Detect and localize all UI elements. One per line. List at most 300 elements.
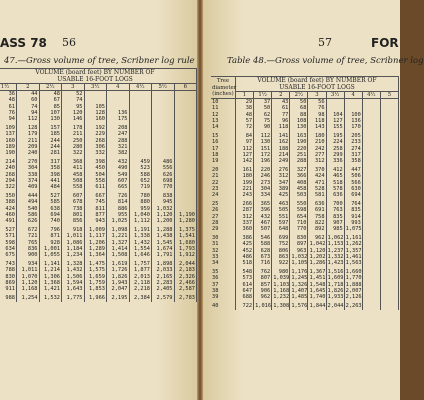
table-cell: 160 bbox=[0, 138, 17, 144]
table-cell bbox=[380, 164, 398, 173]
table-cell: 1,206 bbox=[84, 240, 107, 246]
table-cell: 780 bbox=[129, 190, 152, 199]
table-cell bbox=[362, 266, 380, 275]
table-cell: 648 bbox=[272, 226, 290, 232]
table-cell: 347 bbox=[272, 180, 290, 186]
table-cell: 907 bbox=[326, 220, 344, 226]
table-cell: 249 bbox=[272, 158, 290, 164]
table-cell: 97 bbox=[236, 139, 254, 145]
table-cell: 2,326 bbox=[174, 274, 197, 280]
table-cell: 1,421 bbox=[39, 286, 62, 292]
table-cell: 270 bbox=[17, 156, 40, 165]
table-cell: 1,563 bbox=[345, 260, 362, 267]
table-cell: 691 bbox=[308, 207, 326, 213]
table-cell: 108 bbox=[290, 118, 308, 124]
table-cell: 722 bbox=[236, 300, 254, 309]
table-cell: 1,475 bbox=[84, 258, 107, 267]
table-cell: 130 bbox=[39, 116, 62, 122]
table-cell: 398 bbox=[39, 172, 62, 178]
table-cell: 2,044 bbox=[174, 258, 197, 267]
column-header: 1½ bbox=[254, 92, 272, 99]
table-cell bbox=[129, 122, 152, 131]
table-row bbox=[0, 206, 197, 212]
table-cell: 336 bbox=[326, 158, 344, 164]
table-cell: 1,214 bbox=[39, 267, 62, 273]
table-cell: 460 bbox=[0, 212, 17, 218]
table-cell: 28 bbox=[211, 220, 236, 226]
table-cell: 36 bbox=[211, 275, 236, 281]
table-cell bbox=[362, 300, 380, 309]
table-cell: 107 bbox=[39, 110, 62, 116]
table-cell: 48 bbox=[0, 97, 17, 103]
table-cell: 467 bbox=[254, 220, 272, 226]
table-row bbox=[0, 267, 197, 273]
table-cell bbox=[362, 130, 380, 139]
table-cell: 699 bbox=[272, 232, 290, 241]
table-cell: 327 bbox=[290, 164, 308, 173]
table-cell: 611 bbox=[84, 184, 107, 190]
table-cell: 30 bbox=[211, 232, 236, 241]
table-cell: 1,254 bbox=[17, 292, 40, 301]
table-cell: 39 bbox=[211, 294, 236, 300]
table-cell: 962 bbox=[254, 294, 272, 300]
table-row bbox=[0, 240, 197, 246]
table-cell: 188 bbox=[272, 146, 290, 152]
table-row bbox=[0, 233, 197, 239]
table-cell: 678 bbox=[62, 199, 85, 205]
right-volume-table bbox=[211, 76, 399, 310]
table-cell: 221 bbox=[236, 186, 254, 192]
left-page-number: 56 bbox=[62, 36, 76, 49]
table-cell: 1,485 bbox=[291, 294, 308, 301]
table-cell: 62 bbox=[254, 112, 272, 118]
table-cell: 1,646 bbox=[129, 252, 152, 258]
table-cell: 1,575 bbox=[84, 267, 107, 273]
table-cell: 993 bbox=[344, 220, 362, 226]
table-cell: 365 bbox=[254, 198, 272, 207]
table-cell: 24 bbox=[211, 192, 236, 198]
table-cell: 447 bbox=[344, 164, 362, 173]
table-cell: 277 bbox=[308, 152, 326, 158]
table-cell bbox=[326, 99, 344, 106]
table-cell: 172 bbox=[254, 152, 272, 158]
table-cell: 95 bbox=[62, 104, 85, 110]
table-cell: 838 bbox=[152, 190, 175, 199]
table-cell: 118 bbox=[272, 124, 290, 130]
table-cell: 34 bbox=[211, 260, 236, 266]
table-cell: 1,306 bbox=[39, 274, 62, 280]
table-cell: 1,609 bbox=[327, 275, 344, 282]
table-cell: 1,532 bbox=[39, 292, 62, 301]
table-cell: 1,191 bbox=[129, 224, 152, 233]
table-cell: 382 bbox=[107, 150, 130, 156]
table-cell: 1,190 bbox=[174, 212, 197, 218]
table-cell: 491 bbox=[0, 218, 17, 224]
table-cell: 2,218 bbox=[129, 286, 152, 292]
table-cell: 1,844 bbox=[308, 300, 326, 309]
table-cell: 758 bbox=[308, 214, 326, 220]
table-cell: 287 bbox=[236, 207, 254, 213]
table-cell: 424 bbox=[308, 173, 326, 179]
table-cell: 1,184 bbox=[62, 246, 85, 252]
table-cell: 35 bbox=[211, 266, 236, 275]
table-cell: 486 bbox=[152, 156, 175, 165]
table-cell bbox=[362, 232, 380, 241]
table-row bbox=[0, 224, 197, 233]
table-cell: 1,105 bbox=[291, 260, 308, 267]
table-cell: 549 bbox=[107, 172, 130, 178]
table-cell: 556 bbox=[152, 165, 175, 171]
table-cell: 770 bbox=[152, 184, 175, 190]
table-cell: 16 bbox=[211, 139, 236, 145]
table-row bbox=[0, 218, 197, 224]
table-cell: 246 bbox=[254, 173, 272, 179]
table-cell: 368 bbox=[62, 156, 85, 165]
table-cell bbox=[84, 91, 107, 98]
table-cell: 43 bbox=[272, 99, 290, 106]
table-cell: 130 bbox=[290, 124, 308, 130]
table-cell: 1,674 bbox=[152, 246, 175, 252]
table-cell: 801 bbox=[62, 212, 85, 218]
table-cell: 13 bbox=[211, 118, 236, 124]
table-cell: 112 bbox=[236, 146, 254, 152]
table-cell: 332 bbox=[84, 150, 107, 156]
table-cell: 1,326 bbox=[291, 281, 308, 288]
table-cell: 1,432 bbox=[62, 267, 85, 273]
table-row bbox=[0, 252, 197, 258]
table-row bbox=[0, 184, 197, 190]
table-cell: 432 bbox=[107, 156, 130, 165]
table-cell: 1,791 bbox=[152, 252, 175, 258]
table-cell: 654 bbox=[290, 214, 308, 220]
table-cell: 719 bbox=[129, 184, 152, 190]
table-cell: 673 bbox=[254, 254, 272, 260]
table-cell: 1,308 bbox=[272, 300, 290, 309]
table-cell: 1,793 bbox=[174, 246, 197, 252]
table-cell: 1,775 bbox=[62, 292, 85, 301]
table-cell: 1,141 bbox=[39, 258, 62, 267]
table-cell: 127 bbox=[326, 118, 344, 124]
table-cell: 2,466 bbox=[174, 280, 197, 286]
table-cell: 504 bbox=[84, 172, 107, 178]
table-cell: 60 bbox=[17, 97, 40, 103]
table-cell: 48 bbox=[39, 91, 62, 98]
table-cell: 886 bbox=[107, 206, 130, 212]
table-cell: 2,783 bbox=[174, 292, 197, 301]
table-cell: 675 bbox=[0, 252, 17, 258]
table-cell: 199 bbox=[236, 180, 254, 186]
table-row bbox=[0, 190, 197, 199]
table-cell: 2,579 bbox=[152, 292, 175, 301]
table-cell: 1,407 bbox=[291, 287, 308, 294]
table-cell: 811 bbox=[84, 206, 107, 212]
table-cell bbox=[152, 122, 175, 131]
table-cell: 15 bbox=[211, 130, 236, 139]
table-cell: 322 bbox=[62, 150, 85, 156]
table-cell bbox=[152, 91, 175, 98]
table-cell: 626 bbox=[17, 218, 40, 224]
table-cell: 1,025 bbox=[107, 218, 130, 224]
table-cell: 918 bbox=[62, 224, 85, 233]
table-cell: 94 bbox=[0, 116, 17, 122]
table-cell: 585 bbox=[39, 199, 62, 205]
table-cell: 36 bbox=[0, 91, 17, 98]
table-cell: 50 bbox=[254, 105, 272, 111]
table-cell: 465 bbox=[326, 173, 344, 179]
table-cell: 1,645 bbox=[309, 287, 326, 294]
table-cell: 61 bbox=[0, 104, 17, 110]
column-header: 4 bbox=[107, 84, 130, 91]
table-cell: 88 bbox=[290, 112, 308, 118]
table-cell: 312 bbox=[308, 158, 326, 164]
column-header: 3½ bbox=[326, 92, 344, 99]
table-cell: 900 bbox=[17, 252, 40, 258]
table-cell bbox=[174, 190, 197, 199]
table-cell: 763 bbox=[326, 207, 344, 213]
table-cell: 14 bbox=[211, 124, 236, 130]
table-cell: 137 bbox=[0, 131, 17, 137]
table-cell: 1,594 bbox=[62, 280, 85, 286]
table-cell: 636 bbox=[326, 192, 344, 198]
table-cell: 1,423 bbox=[327, 260, 344, 267]
table-row bbox=[211, 232, 399, 241]
table-cell: 897 bbox=[290, 241, 308, 247]
table-cell: 1,221 bbox=[107, 233, 130, 239]
table-cell: 614 bbox=[236, 282, 254, 288]
table-cell: 880 bbox=[129, 199, 152, 205]
column-header: 1 bbox=[236, 92, 254, 99]
table-cell: 928 bbox=[39, 240, 62, 246]
table-cell: 274 bbox=[344, 146, 362, 152]
left-column-headers bbox=[0, 84, 197, 91]
table-cell: 672 bbox=[17, 224, 40, 233]
table-cell: 76 bbox=[308, 105, 326, 111]
table-row bbox=[0, 258, 197, 267]
table-cell: 38 bbox=[211, 288, 236, 294]
table-cell: 12 bbox=[211, 112, 236, 118]
table-row bbox=[211, 164, 399, 173]
table-row bbox=[0, 91, 197, 98]
table-cell bbox=[380, 232, 398, 241]
table-cell: 196 bbox=[254, 158, 272, 164]
table-cell: 26 bbox=[211, 207, 236, 213]
table-cell: 358 bbox=[39, 165, 62, 171]
table-cell: 1,200 bbox=[152, 218, 175, 224]
table-cell: 1,153 bbox=[327, 241, 344, 248]
table-cell: 1,120 bbox=[309, 247, 326, 254]
table-cell: 985 bbox=[326, 226, 344, 232]
table-cell: 61 bbox=[272, 105, 290, 111]
table-cell: 452 bbox=[236, 248, 254, 254]
table-cell: 281 bbox=[39, 150, 62, 156]
table-cell: 304 bbox=[17, 165, 40, 171]
table-cell: 551 bbox=[272, 214, 290, 220]
table-cell: 540 bbox=[17, 206, 40, 212]
table-cell: 74 bbox=[17, 104, 40, 110]
table-cell: 1,288 bbox=[152, 224, 175, 233]
table-cell: 366 bbox=[290, 173, 308, 179]
table-cell: 2,283 bbox=[152, 280, 175, 286]
table-cell: 2,126 bbox=[345, 294, 362, 301]
table-cell: 523 bbox=[129, 165, 152, 171]
table-cell: 408 bbox=[290, 180, 308, 186]
table-cell: 120 bbox=[62, 110, 85, 116]
table-cell: 505 bbox=[272, 207, 290, 213]
table-cell: 1,548 bbox=[309, 281, 326, 288]
table-cell: 192 bbox=[84, 122, 107, 131]
table-cell: 100 bbox=[344, 112, 362, 118]
table-cell: 1,120 bbox=[152, 212, 175, 218]
table-cell: 160 bbox=[84, 116, 107, 122]
table-cell: 1,545 bbox=[152, 240, 175, 246]
table-cell: 1,943 bbox=[107, 280, 130, 286]
table-cell: 358 bbox=[344, 158, 362, 164]
left-running-head: ASS 78 bbox=[0, 36, 47, 50]
table-cell: 634 bbox=[0, 246, 17, 252]
table-cell: 1,461 bbox=[345, 253, 362, 260]
table-cell: 2,384 bbox=[129, 292, 152, 301]
table-cell: 210 bbox=[308, 139, 326, 145]
table-cell: 2,013 bbox=[129, 274, 152, 280]
table-cell: 1,032 bbox=[152, 206, 175, 212]
table-cell: 922 bbox=[272, 260, 290, 266]
table-cell: 211 bbox=[62, 131, 85, 137]
table-cell: 136 bbox=[344, 118, 362, 124]
table-cell: 31 bbox=[211, 241, 236, 247]
table-cell: 762 bbox=[254, 266, 272, 275]
table-cell: 68 bbox=[290, 105, 308, 111]
table-cell: 494 bbox=[17, 199, 40, 205]
table-cell: 229 bbox=[84, 131, 107, 137]
table-cell: 205 bbox=[344, 130, 362, 139]
table-cell: 548 bbox=[236, 266, 254, 275]
table-cell: 1,759 bbox=[84, 280, 107, 286]
table-cell: 23 bbox=[211, 186, 236, 192]
table-cell: 21 bbox=[211, 173, 236, 179]
table-cell: 2,183 bbox=[174, 267, 197, 273]
table-cell: 566 bbox=[344, 180, 362, 186]
table-cell: 1,042 bbox=[309, 241, 326, 248]
table-cell: 190 bbox=[0, 150, 17, 156]
table-cell: 396 bbox=[254, 207, 272, 213]
table-cell: 1,826 bbox=[107, 274, 130, 280]
table-cell: 258 bbox=[326, 146, 344, 152]
table-cell: 1,245 bbox=[291, 275, 308, 282]
table-cell: 251 bbox=[290, 152, 308, 158]
table-cell: 105 bbox=[84, 104, 107, 110]
table-cell: 214 bbox=[0, 156, 17, 165]
column-header: 3 bbox=[62, 84, 85, 91]
table-cell: 224 bbox=[326, 139, 344, 145]
table-cell: 130 bbox=[254, 139, 272, 145]
table-cell: 764 bbox=[344, 198, 362, 207]
table-cell: 463 bbox=[272, 198, 290, 207]
table-cell: 1,912 bbox=[174, 252, 197, 258]
table-cell: 694 bbox=[39, 212, 62, 218]
table-cell: 490 bbox=[107, 165, 130, 171]
table-cell bbox=[380, 130, 398, 139]
table-cell: 40 bbox=[211, 300, 236, 309]
table-cell bbox=[344, 99, 362, 106]
table-cell: 636 bbox=[308, 198, 326, 207]
table-cell: 2,047 bbox=[107, 286, 130, 292]
table-cell: 288 bbox=[290, 158, 308, 164]
table-cell: 765 bbox=[17, 240, 40, 246]
table-cell: 74 bbox=[62, 97, 85, 103]
table-cell: 665 bbox=[107, 184, 130, 190]
table-cell: 56 bbox=[308, 99, 326, 106]
column-header: 5½ bbox=[152, 84, 175, 91]
table-cell: 1,432 bbox=[129, 240, 152, 246]
table-row bbox=[211, 130, 399, 139]
table-cell: 10 bbox=[211, 99, 236, 106]
table-cell: 2,165 bbox=[152, 274, 175, 280]
table-cell: 1,332 bbox=[327, 253, 344, 260]
table-cell: 386 bbox=[236, 232, 254, 241]
table-cell: 29 bbox=[236, 99, 254, 106]
table-cell: 389 bbox=[272, 186, 290, 192]
table-cell: 726 bbox=[107, 190, 130, 199]
table-cell: 1,643 bbox=[62, 286, 85, 292]
table-cell: 189 bbox=[0, 144, 17, 150]
table-cell: 25 bbox=[211, 198, 236, 207]
table-cell: 266 bbox=[236, 198, 254, 207]
table-cell: 506 bbox=[344, 173, 362, 179]
table-cell: 109 bbox=[0, 122, 17, 131]
table-cell: 1,016 bbox=[254, 300, 272, 309]
table-cell: 503 bbox=[290, 192, 308, 198]
table-row bbox=[211, 198, 399, 207]
table-cell: 240 bbox=[0, 165, 17, 171]
table-cell: 1,853 bbox=[84, 286, 107, 292]
right-table-body bbox=[211, 99, 399, 310]
left-page bbox=[0, 0, 197, 400]
table-cell: 276 bbox=[272, 164, 290, 173]
table-cell: 1,660 bbox=[344, 266, 362, 275]
table-cell: 76 bbox=[0, 110, 17, 116]
table-cell: 244 bbox=[39, 138, 62, 144]
table-cell: 906 bbox=[254, 288, 272, 294]
table-row bbox=[0, 292, 197, 301]
table-cell: 1,161 bbox=[344, 232, 362, 241]
table-cell bbox=[174, 91, 197, 98]
table-cell: 518 bbox=[326, 180, 344, 186]
table-cell: 98 bbox=[308, 112, 326, 118]
table-cell: 558 bbox=[84, 178, 107, 184]
table-cell: 1,898 bbox=[152, 258, 175, 267]
table-cell: 1,039 bbox=[273, 275, 290, 282]
table-row bbox=[211, 266, 399, 275]
table-cell: 1,375 bbox=[174, 224, 197, 233]
table-cell: 450 bbox=[84, 165, 107, 171]
table-cell: 50 bbox=[290, 99, 308, 106]
table-row bbox=[0, 274, 197, 280]
table-cell bbox=[362, 164, 380, 173]
table-cell: 22 bbox=[211, 180, 236, 186]
table-cell: 33 bbox=[211, 254, 236, 260]
table-cell: 586 bbox=[17, 212, 40, 218]
table-cell: 546 bbox=[254, 232, 272, 241]
table-cell: 247 bbox=[107, 131, 130, 137]
table-cell: 190 bbox=[290, 139, 308, 145]
table-cell: 1,168 bbox=[273, 287, 290, 294]
table-cell: 471 bbox=[308, 180, 326, 186]
table-cell: 1,338 bbox=[129, 233, 152, 239]
table-cell: 374 bbox=[17, 178, 40, 184]
table-cell: 250 bbox=[62, 138, 85, 144]
table-row bbox=[0, 199, 197, 205]
table-cell: 208 bbox=[107, 122, 130, 131]
